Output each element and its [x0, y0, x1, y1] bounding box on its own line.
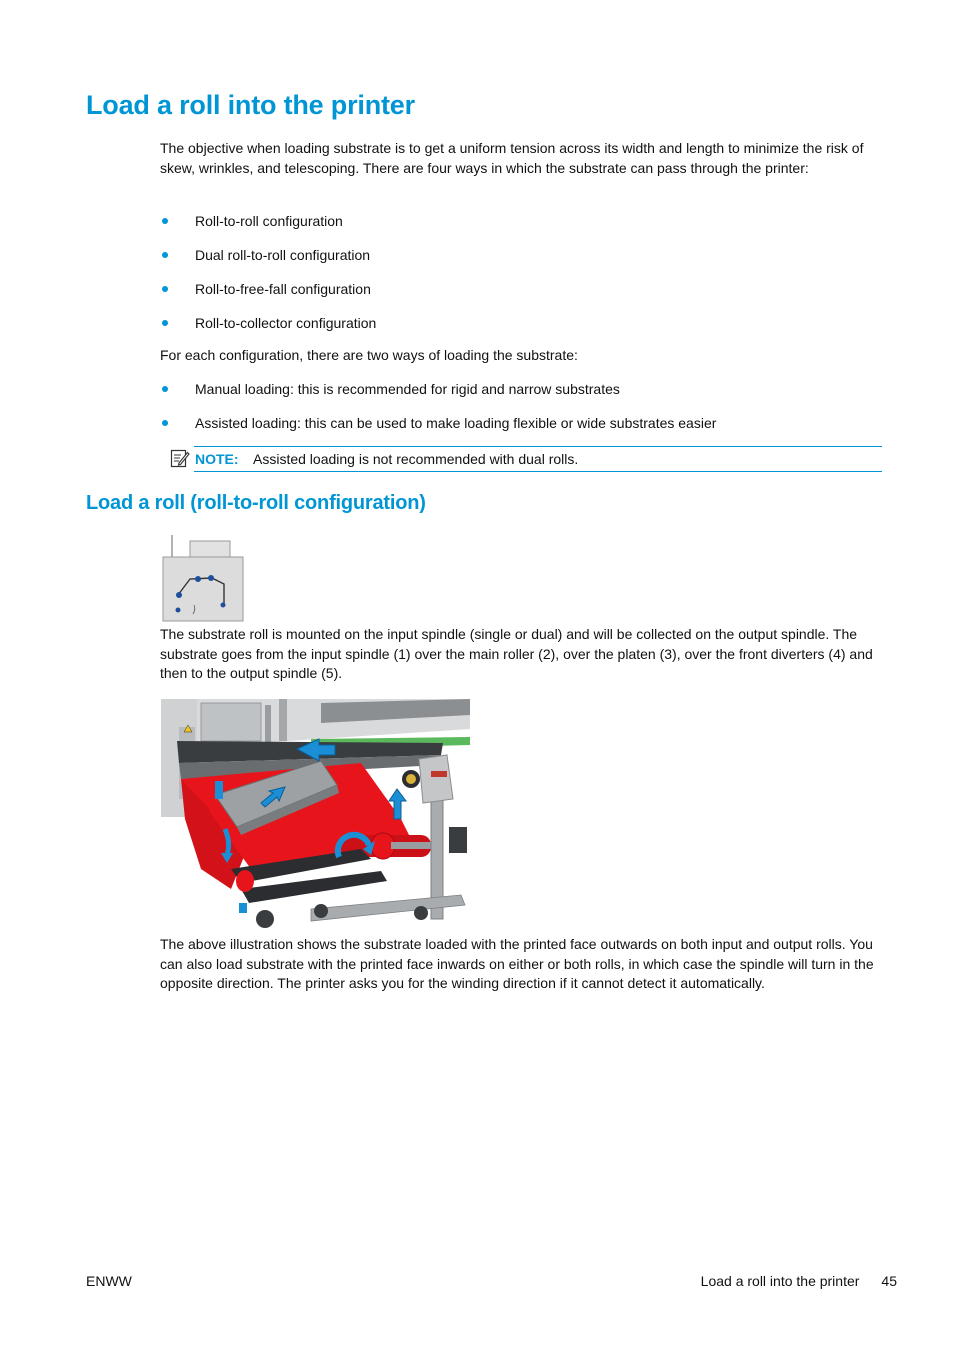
roll-to-roll-paragraph: The substrate roll is mounted on the input spindle (single or dual) and will be collected on the output spindle. The substrate goes from the input spindle (1) over the main roller (2), over the platen (3), over the front diverters (4) and then to the output spindle (5).: [160, 626, 873, 681]
note-label: NOTE:: [195, 451, 239, 467]
footer-section-title: Load a roll into the printer: [700, 1273, 860, 1289]
note-rule-bottom: [194, 471, 882, 472]
footer-doc-id: ENWW: [86, 1273, 132, 1289]
list-item: Dual roll-to-roll configuration: [160, 245, 376, 279]
list-item: Assisted loading: this can be used to make loading flexible or wide substrates easier: [160, 413, 716, 447]
note-rule-top: [194, 446, 882, 447]
section-title: Load a roll (roll-to-roll configuration): [86, 492, 426, 514]
list-item: Roll-to-free-fall configuration: [160, 279, 376, 313]
note-text: Assisted loading is not recommended with dual rolls.: [253, 451, 579, 467]
bullet-icon: [162, 420, 168, 426]
printer-loading-illustration: [161, 699, 470, 932]
bullet-icon: [162, 218, 168, 224]
configuration-list: [160, 211, 376, 347]
loading-methods-list: [160, 379, 716, 447]
list-item: Roll-to-collector configuration: [160, 313, 376, 347]
page-title: Load a roll into the printer: [86, 90, 415, 120]
winding-direction-paragraph: The above illustration shows the substrate loaded with the printed face outwards on both input and output rolls. You can also load substrate with the printed face inwards on either or both rolls, in which case the spindle will turn in the opposite direction. The printer asks you for the winding direction if it cannot detect it automatically.: [160, 936, 874, 991]
list-item: Roll-to-roll configuration: [160, 211, 376, 245]
list-item: Manual loading: this is recommended for rigid and narrow substrates: [160, 379, 716, 413]
roll-to-roll-diagram: [162, 535, 244, 623]
footer-section: [701, 1273, 897, 1289]
bullet-icon: [162, 252, 168, 258]
loading-intro-paragraph: For each configuration, there are two ways of loading the substrate:: [160, 347, 578, 363]
bullet-icon: [162, 320, 168, 326]
bullet-icon: [162, 286, 168, 292]
intro-paragraph: The objective when loading substrate is to get a uniform tension across its width and length to minimize the risk of skew, wrinkles, and telescoping. There are four ways in which the substrate can pass through the printer:: [160, 140, 864, 176]
page-number: 45: [881, 1273, 897, 1289]
note-box: [160, 446, 882, 472]
note-icon: [170, 448, 190, 468]
bullet-icon: [162, 386, 168, 392]
